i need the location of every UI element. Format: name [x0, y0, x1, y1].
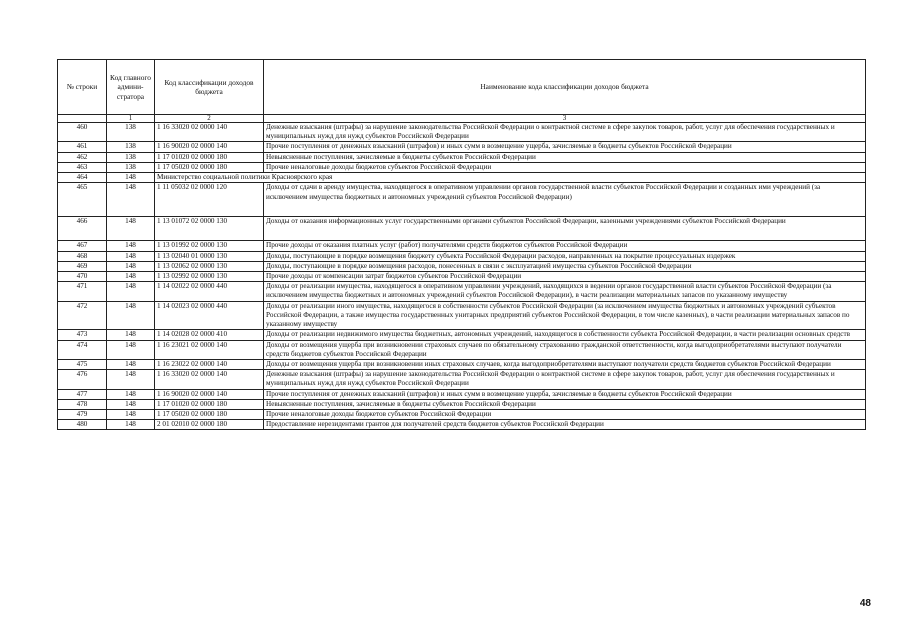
table-row [58, 359, 866, 369]
header-numbering-row [58, 115, 866, 123]
row-number-cell: 468 [58, 251, 107, 261]
classification-code-cell: 1 13 01992 02 0000 130 [155, 241, 264, 251]
row-number-cell: 465 [58, 183, 107, 217]
classification-code-cell: 1 16 23022 02 0000 140 [155, 359, 264, 369]
table-row [58, 183, 866, 217]
classification-name-cell: Доходы от реализации недвижимого имущества бюджетных, автономных учреждений, находящегося в собственности субъекта Российской Федерации, в части реализации основных средств [264, 330, 866, 340]
classification-code-cell: 1 16 90020 02 0000 140 [155, 389, 264, 399]
admin-code-cell: 148 [107, 410, 155, 420]
classification-code-cell: 1 17 01020 02 0000 180 [155, 152, 264, 162]
header-num-blank [58, 115, 107, 123]
header-num-3: 3 [264, 115, 866, 123]
classification-name-cell: Доходы от реализации иного имущества, находящегося в собственности субъектов Российской Федерации (за исключением имущества бюджетных и автономных учреждений субъектов Российской Федерации, а также имущества государственных унитарных предприятий субъектов Российской Федерации, в том числе казенных), в части реализации материальных запасов по указанному имуществу [264, 301, 866, 330]
table-row [58, 410, 866, 420]
classification-name-cell: Доходы от реализации имущества, находящегося в оперативном управлении учреждений, находящихся в ведении органов государственной власти субъектов Российской Федерации (за исключением имущества бюджетных и автономных учреждений субъектов Российской Федерации), в части реализации материальных запасов по указанному имуществу [264, 282, 866, 301]
row-number-cell: 469 [58, 261, 107, 271]
table-row [58, 261, 866, 271]
admin-code-cell: 138 [107, 142, 155, 152]
classification-code-cell: 1 14 02023 02 0000 440 [155, 301, 264, 330]
admin-code-cell: 148 [107, 282, 155, 301]
classification-name-cell: Доходы, поступающие в порядке возмещения бюджету субъекта Российской Федерации расходов, направленных на покрытие процессуальных издержек [264, 251, 866, 261]
header-num-2: 2 [155, 115, 264, 123]
classification-name-cell: Доходы от сдачи в аренду имущества, находящегося в оперативном управлении органов государственной власти субъектов Российской Федерации и созданных ими учреждений (за исключением имущества бюджетных и автономных учреждений субъектов Российской Федерации) [264, 183, 866, 217]
classification-code-cell: 1 13 02062 02 0000 130 [155, 261, 264, 271]
classification-name-cell: Прочие доходы от оказания платных услуг (работ) получателями средств бюджетов субъектов Российской Федерации [264, 241, 866, 251]
row-number-cell: 463 [58, 162, 107, 172]
table-row [58, 282, 866, 301]
page-number: 48 [859, 598, 871, 609]
table-row [58, 251, 866, 261]
row-number-cell: 474 [58, 340, 107, 359]
row-number-cell: 470 [58, 271, 107, 281]
row-number-cell: 479 [58, 410, 107, 420]
section-title-cell: Министерство социальной политики Красноярского края [155, 173, 866, 183]
classification-name-cell: Денежные взыскания (штрафы) за нарушение законодательства Российской Федерации о контрактной системе в сфере закупок товаров, работ, услуг для обеспечения государственных и муниципальных нужд для нужд субъектов Российской Федерации [264, 370, 866, 389]
classification-name-cell: Доходы от возмещения ущерба при возникновении страховых случаев по обязательному страхованию гражданской ответственности, когда выгодоприобретателями выступают получатели средств бюджетов субъектов Российской Федерации [264, 340, 866, 359]
row-number-cell: 462 [58, 152, 107, 162]
classification-name-cell: Прочие неналоговые доходы бюджетов субъектов Российской Федерации [264, 162, 866, 172]
table-row [58, 370, 866, 389]
admin-code-cell: 148 [107, 330, 155, 340]
row-number-cell: 461 [58, 142, 107, 152]
classification-code-cell: 1 13 01072 02 0000 130 [155, 217, 264, 241]
admin-code-cell: 148 [107, 173, 155, 183]
admin-code-cell: 148 [107, 399, 155, 409]
row-number-cell: 460 [58, 123, 107, 142]
classification-code-cell: 1 13 02992 02 0000 130 [155, 271, 264, 281]
classification-code-cell: 1 16 33020 02 0000 140 [155, 123, 264, 142]
table-row [58, 301, 866, 330]
classification-name-cell: Прочие поступления от денежных взысканий (штрафов) и иных сумм в возмещение ущерба, зачисляемые в бюджеты субъектов Российской Федерации [264, 389, 866, 399]
admin-code-cell: 138 [107, 162, 155, 172]
classification-code-cell: 1 11 05032 02 0000 120 [155, 183, 264, 217]
admin-code-cell: 148 [107, 217, 155, 241]
classification-code-cell: 1 17 01020 02 0000 180 [155, 399, 264, 409]
admin-code-cell: 148 [107, 359, 155, 369]
admin-code-cell: 148 [107, 271, 155, 281]
header-row [58, 60, 866, 115]
admin-code-cell: 148 [107, 301, 155, 330]
row-number-cell: 471 [58, 282, 107, 301]
admin-code-cell: 138 [107, 152, 155, 162]
row-number-cell: 477 [58, 389, 107, 399]
table-row [58, 142, 866, 152]
row-number-cell: 464 [58, 173, 107, 183]
classification-name-cell: Прочие неналоговые доходы бюджетов субъектов Российской Федерации [264, 410, 866, 420]
admin-code-cell: 148 [107, 420, 155, 430]
revenue-classification-table [57, 59, 866, 430]
classification-code-cell: 1 16 33020 02 0000 140 [155, 370, 264, 389]
table-row [58, 399, 866, 409]
classification-name-cell: Предоставление нерезидентами грантов для получателей средств бюджетов субъектов Российской Федерации [264, 420, 866, 430]
table-row [58, 123, 866, 142]
table-row [58, 241, 866, 251]
header-num-1: 1 [107, 115, 155, 123]
classification-name-cell: Прочие доходы от компенсации затрат бюджетов субъектов Российской Федерации [264, 271, 866, 281]
row-number-cell: 473 [58, 330, 107, 340]
header-admin-code: Код главного админи-стратора [107, 60, 155, 115]
classification-name-cell: Доходы от возмещения ущерба при возникновении иных страховых случаев, когда выгодоприобретателями выступают получатели средств бюджетов субъектов Российской Федерации [264, 359, 866, 369]
row-number-cell: 478 [58, 399, 107, 409]
classification-code-cell: 1 14 02022 02 0000 440 [155, 282, 264, 301]
classification-name-cell: Невыясненные поступления, зачисляемые в бюджеты субъектов Российской Федерации [264, 152, 866, 162]
row-number-cell: 467 [58, 241, 107, 251]
classification-name-cell: Доходы, поступающие в порядке возмещения расходов, понесенных в связи с эксплуатацией имущества субъектов Российской Федерации [264, 261, 866, 271]
header-classification-code: Код классификации доходов бюджета [155, 60, 264, 115]
admin-code-cell: 148 [107, 370, 155, 389]
classification-code-cell: 1 17 05020 02 0000 180 [155, 162, 264, 172]
row-number-cell: 476 [58, 370, 107, 389]
classification-code-cell: 1 16 23021 02 0000 140 [155, 340, 264, 359]
table-row [58, 389, 866, 399]
table-body [58, 123, 866, 430]
classification-name-cell: Невыясненные поступления, зачисляемые в бюджеты субъектов Российской Федерации [264, 399, 866, 409]
table-row [58, 152, 866, 162]
admin-code-cell: 148 [107, 241, 155, 251]
table-row [58, 271, 866, 281]
table-row [58, 173, 866, 183]
table-row [58, 420, 866, 430]
header-classification-name: Наименование кода классификации доходов бюджета [264, 60, 866, 115]
table-row [58, 330, 866, 340]
admin-code-cell: 138 [107, 123, 155, 142]
row-number-cell: 480 [58, 420, 107, 430]
table-row [58, 217, 866, 241]
table-row [58, 340, 866, 359]
admin-code-cell: 148 [107, 340, 155, 359]
admin-code-cell: 148 [107, 251, 155, 261]
classification-code-cell: 1 17 05020 02 0000 180 [155, 410, 264, 420]
row-number-cell: 472 [58, 301, 107, 330]
classification-name-cell: Прочие поступления от денежных взысканий (штрафов) и иных сумм в возмещение ущерба, зачисляемые в бюджеты субъектов Российской Федерации [264, 142, 866, 152]
classification-name-cell: Денежные взыскания (штрафы) за нарушение законодательства Российской Федерации о контрактной системе в сфере закупок товаров, работ, услуг для обеспечения государственных и муниципальных нужд для нужд субъектов Российской Федерации [264, 123, 866, 142]
admin-code-cell: 148 [107, 389, 155, 399]
classification-code-cell: 1 16 90020 02 0000 140 [155, 142, 264, 152]
header-row-number: № строки [58, 60, 107, 115]
admin-code-cell: 148 [107, 183, 155, 217]
row-number-cell: 466 [58, 217, 107, 241]
row-number-cell: 475 [58, 359, 107, 369]
table-header [58, 60, 866, 123]
classification-name-cell: Доходы от оказания информационных услуг государственными органами субъектов Российской Федерации, казенными учреждениями субъектов Российской Федерации [264, 217, 866, 241]
classification-code-cell: 1 14 02028 02 0000 410 [155, 330, 264, 340]
admin-code-cell: 148 [107, 261, 155, 271]
table-row [58, 162, 866, 172]
classification-code-cell: 1 13 02040 01 0000 130 [155, 251, 264, 261]
classification-code-cell: 2 01 02010 02 0000 180 [155, 420, 264, 430]
